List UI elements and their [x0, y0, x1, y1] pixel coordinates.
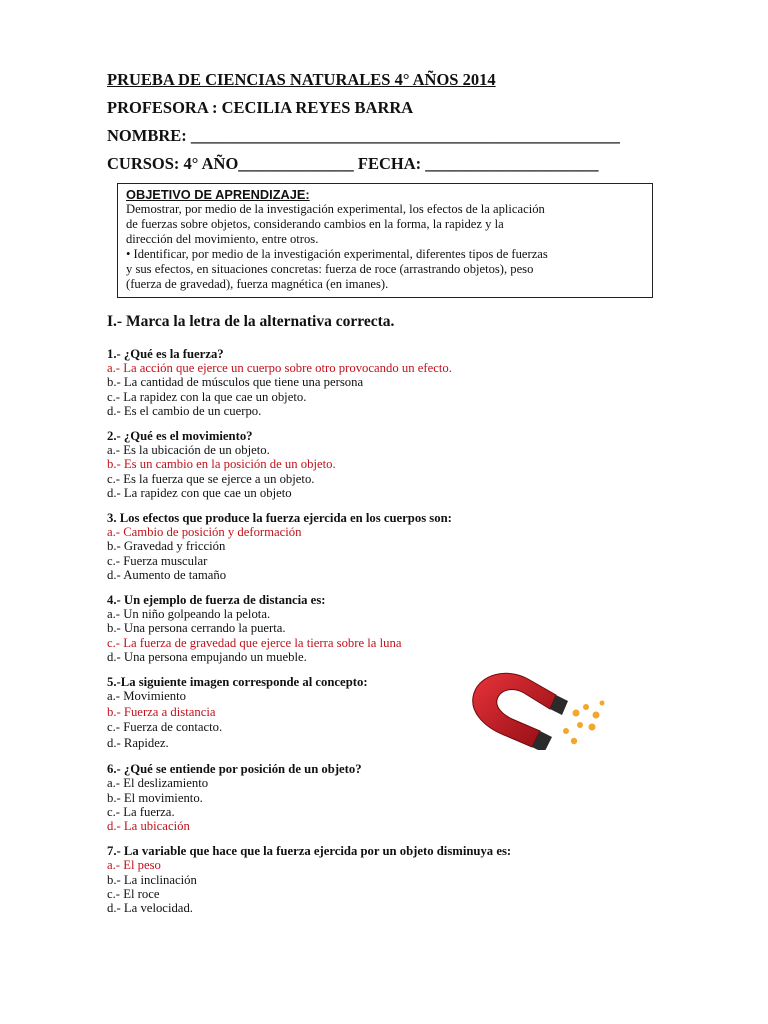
question-text: 7.- La variable que hace que la fuerza ejercida por un objeto disminuya es: — [107, 844, 512, 859]
objective-line: dirección del movimiento, entre otros. — [126, 232, 319, 246]
answer-option: b.- La inclinación — [107, 872, 197, 887]
question-text: 4.- Un ejemplo de fuerza de distancia es: — [107, 593, 326, 608]
answer-option-correct: a.- La acción que ejerce un cuerpo sobre otro provocando un efecto. — [107, 361, 452, 376]
question-text: 5.-La siguiente imagen corresponde al concepto: — [107, 675, 368, 690]
question-4 — [107, 593, 667, 664]
question-3 — [107, 511, 667, 582]
answer-option: b.- El movimiento. — [107, 790, 203, 805]
objective-line: Demostrar, por medio de la investigación experimental, los efectos de la aplicación — [126, 202, 545, 216]
teacher-line: PROFESORA : CECILIA REYES BARRA — [107, 98, 414, 117]
learning-objective-box — [117, 183, 653, 298]
document-page — [107, 70, 667, 915]
question-text: 6.- ¿Qué se entiende por posición de un objeto? — [107, 762, 362, 777]
answer-option-correct: a.- Cambio de posición y deformación — [107, 525, 302, 540]
name-line: NOMBRE: ____________________________________________________ — [107, 126, 620, 145]
answer-option: b.- La cantidad de músculos que tiene una persona — [107, 375, 364, 390]
answer-option: d.- Rapidez. — [107, 735, 169, 750]
course-date-line: CURSOS: 4° AÑO______________ FECHA: _____________________ — [107, 154, 599, 173]
answer-option: d.- La rapidez con que cae un objeto — [107, 485, 292, 500]
objective-line: (fuerza de gravedad), fuerza magnética (en imanes). — [126, 277, 389, 291]
answer-option: c.- La fuerza. — [107, 804, 175, 819]
question-7 — [107, 844, 667, 915]
section-instruction: I.- Marca la letra de la alternativa correcta. — [107, 313, 395, 330]
question-list — [107, 347, 667, 915]
answer-option: c.- El roce — [107, 886, 160, 901]
answer-option: d.- Aumento de tamaño — [107, 567, 227, 582]
objective-line: • Identificar, por medio de la investigación experimental, diferentes tipos de fuerzas — [126, 247, 548, 261]
answer-option: d.- La velocidad. — [107, 901, 193, 916]
answer-option: b.- Una persona cerrando la puerta. — [107, 621, 286, 636]
objective-line: de fuerzas sobre objetos, considerando cambios en la forma, la rapidez y la — [126, 217, 504, 231]
magnet-image — [468, 655, 618, 750]
question-text: 2.- ¿Qué es el movimiento? — [107, 429, 253, 444]
objective-title: OBJETIVO DE APRENDIZAJE: — [126, 187, 310, 202]
question-text: 3. Los efectos que produce la fuerza ejercida en los cuerpos son: — [107, 511, 452, 526]
answer-option: c.- Es la fuerza que se ejerce a un objeto. — [107, 471, 315, 486]
answer-option: a.- Movimiento — [107, 689, 186, 704]
answer-option-correct: b.- Es un cambio en la posición de un objeto. — [107, 457, 336, 472]
answer-option: b.- Gravedad y fricción — [107, 539, 226, 554]
question-6 — [107, 762, 667, 833]
answer-option: a.- Es la ubicación de un objeto. — [107, 443, 270, 458]
question-2 — [107, 429, 667, 500]
answer-option: c.- Fuerza muscular — [107, 553, 208, 568]
test-title: PRUEBA DE CIENCIAS NATURALES 4° AÑOS 2014 — [107, 70, 496, 89]
answer-option-correct: d.- La ubicación — [107, 819, 190, 834]
answer-option: c.- Fuerza de contacto. — [107, 720, 223, 735]
question-1 — [107, 347, 667, 418]
answer-option-correct: b.- Fuerza a distancia — [107, 704, 216, 719]
answer-option: d.- Es el cambio de un cuerpo. — [107, 403, 262, 418]
answer-option: c.- La rapidez con la que cae un objeto. — [107, 389, 307, 404]
answer-option: a.- El deslizamiento — [107, 776, 209, 791]
answer-option-correct: a.- El peso — [107, 858, 161, 873]
answer-option-correct: c.- La fuerza de gravedad que ejerce la tierra sobre la luna — [107, 635, 402, 650]
answer-option: a.- Un niño golpeando la pelota. — [107, 607, 271, 622]
objective-line: y sus efectos, en situaciones concretas: fuerza de roce (arrastrando objetos), peso — [126, 262, 534, 276]
question-text: 1.- ¿Qué es la fuerza? — [107, 347, 224, 361]
iron-filings — [563, 701, 605, 745]
answer-option: d.- Una persona empujando un mueble. — [107, 649, 307, 664]
